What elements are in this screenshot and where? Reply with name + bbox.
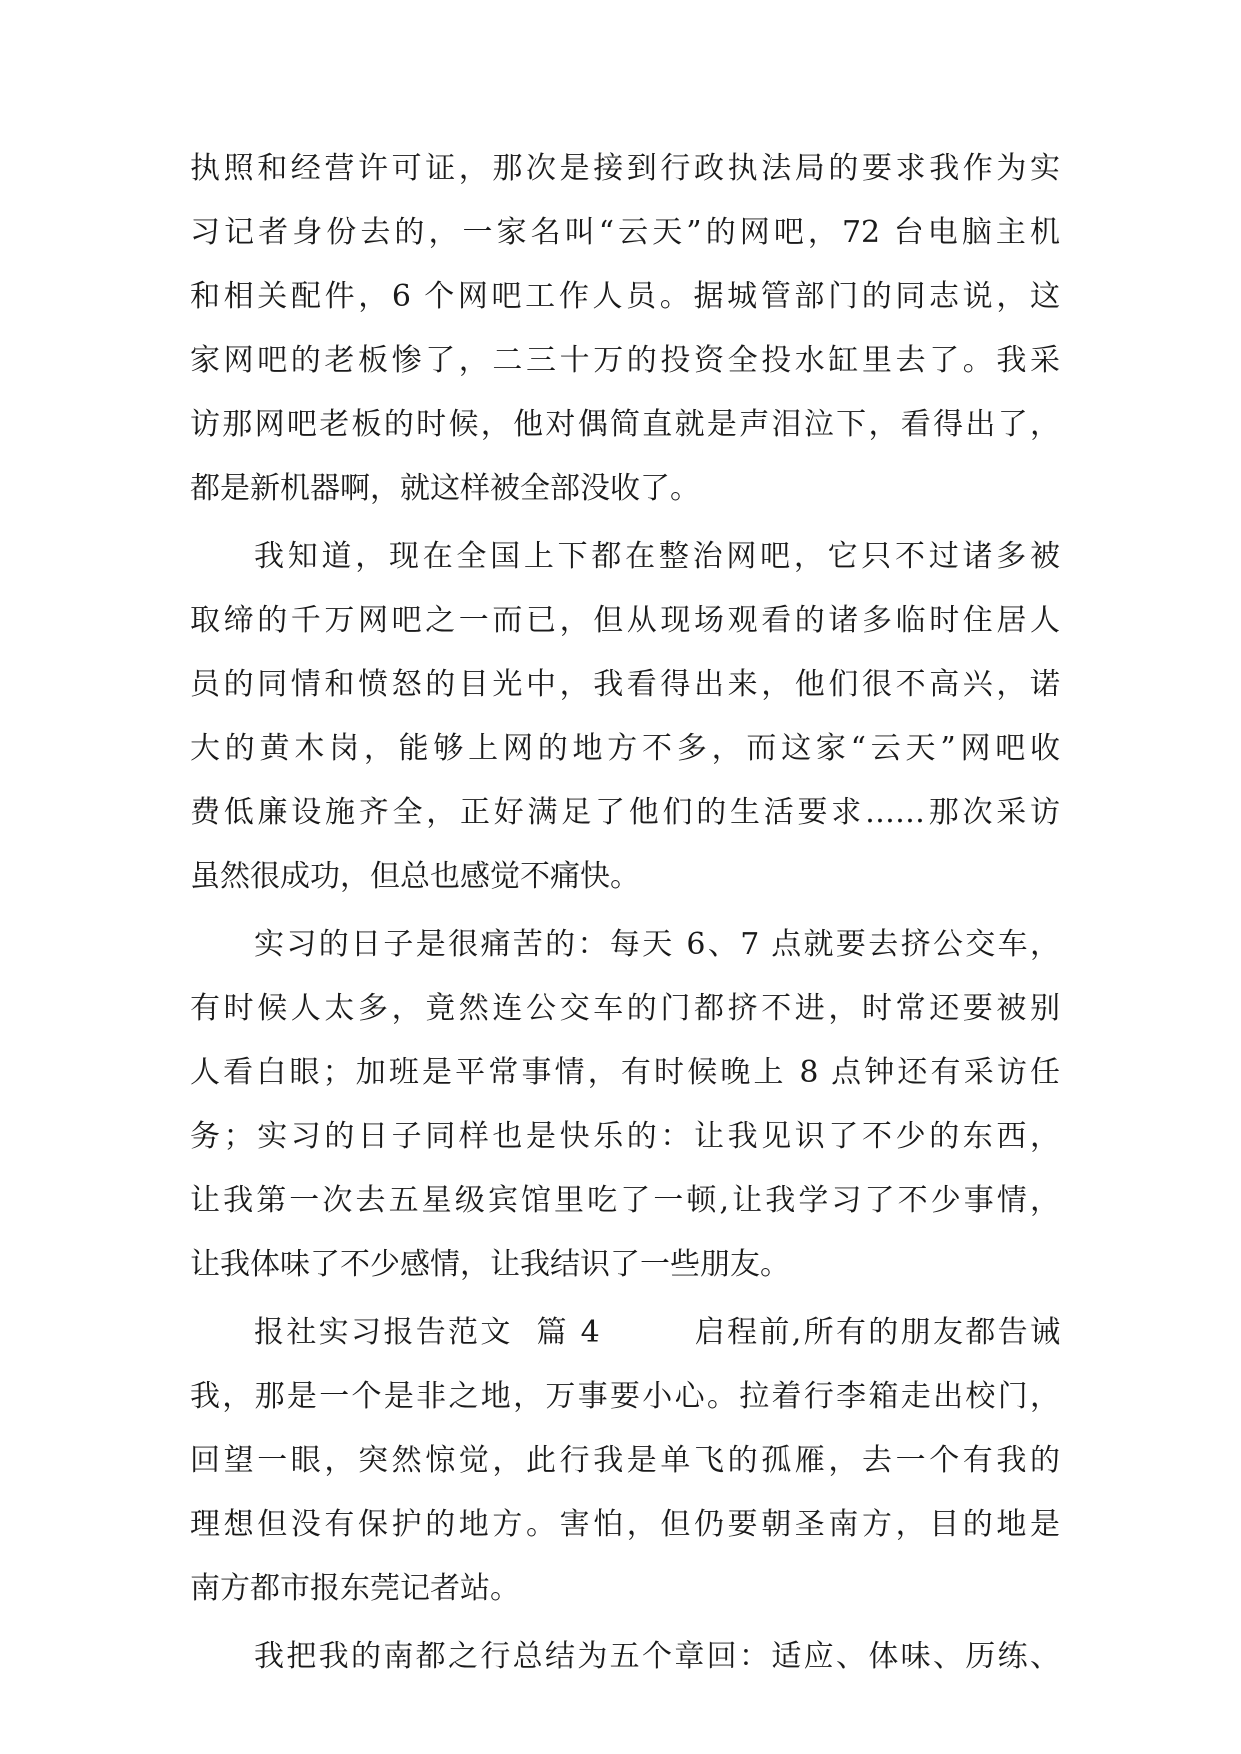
text-line: 让我体味了不少感情，让我结识了一些朋友。 [190,1247,790,1282]
text-line: 我，那是一个是非之地，万事要小心。拉着行李箱走出校门， [190,1379,1060,1414]
text-line: 让我第一次去五星级宾馆里吃了一顿,让我学习了不少事情， [190,1183,1060,1218]
text-line: 大的黄木岗，能够上网的地方不多，而这家“云天”网吧收 [190,731,1060,766]
text-line: 虽然很成功，但总也感觉不痛快。 [190,859,640,894]
text-line: 回望一眼，突然惊觉，此行我是单飞的孤雁，去一个有我的 [190,1443,1060,1478]
text-line: 南方都市报东莞记者站。 [190,1571,520,1606]
text-line: 人看白眼；加班是平常事情，有时候晚上 8 点钟还有采访任 [190,1055,1060,1090]
text-line: 取缔的千万网吧之一而已，但从现场观看的诸多临时住居人 [190,603,1060,638]
text-line: 都是新机器啊，就这样被全部没收了。 [190,471,700,506]
text-line: 员的同情和愤怒的目光中，我看得出来，他们很不高兴，诺 [190,667,1060,702]
text-line: 和相关配件，6 个网吧工作人员。据城管部门的同志说，这 [190,279,1060,314]
text-line: 费低廉设施齐全，正好满足了他们的生活要求……那次采访 [190,795,1060,830]
text-line: 访那网吧老板的时候，他对偶简直就是声泪泣下，看得出了， [190,407,1060,442]
paragraph-first-line: 报社实习报告范文 篇 4 启程前,所有的朋友都告诫 [254,1315,1060,1350]
text-line: 务；实习的日子同样也是快乐的：让我见识了不少的东西， [190,1119,1060,1154]
text-line: 家网吧的老板惨了，二三十万的投资全投水缸里去了。我采 [190,343,1060,378]
text-line: 习记者身份去的，一家名叫“云天”的网吧，72 台电脑主机 [190,215,1060,250]
text-line: 理想但没有保护的地方。害怕，但仍要朝圣南方，目的地是 [190,1507,1060,1542]
text-line: 有时候人太多，竟然连公交车的门都挤不进，时常还要被别 [190,991,1060,1026]
text-line: 执照和经营许可证，那次是接到行政执法局的要求我作为实 [190,151,1060,186]
paragraph-first-line: 我把我的南都之行总结为五个章回：适应、体味、历练、 [254,1639,1060,1674]
paragraph-first-line: 我知道，现在全国上下都在整治网吧，它只不过诸多被 [254,539,1060,574]
paragraph-first-line: 实习的日子是很痛苦的：每天 6、7 点就要去挤公交车， [254,927,1060,962]
